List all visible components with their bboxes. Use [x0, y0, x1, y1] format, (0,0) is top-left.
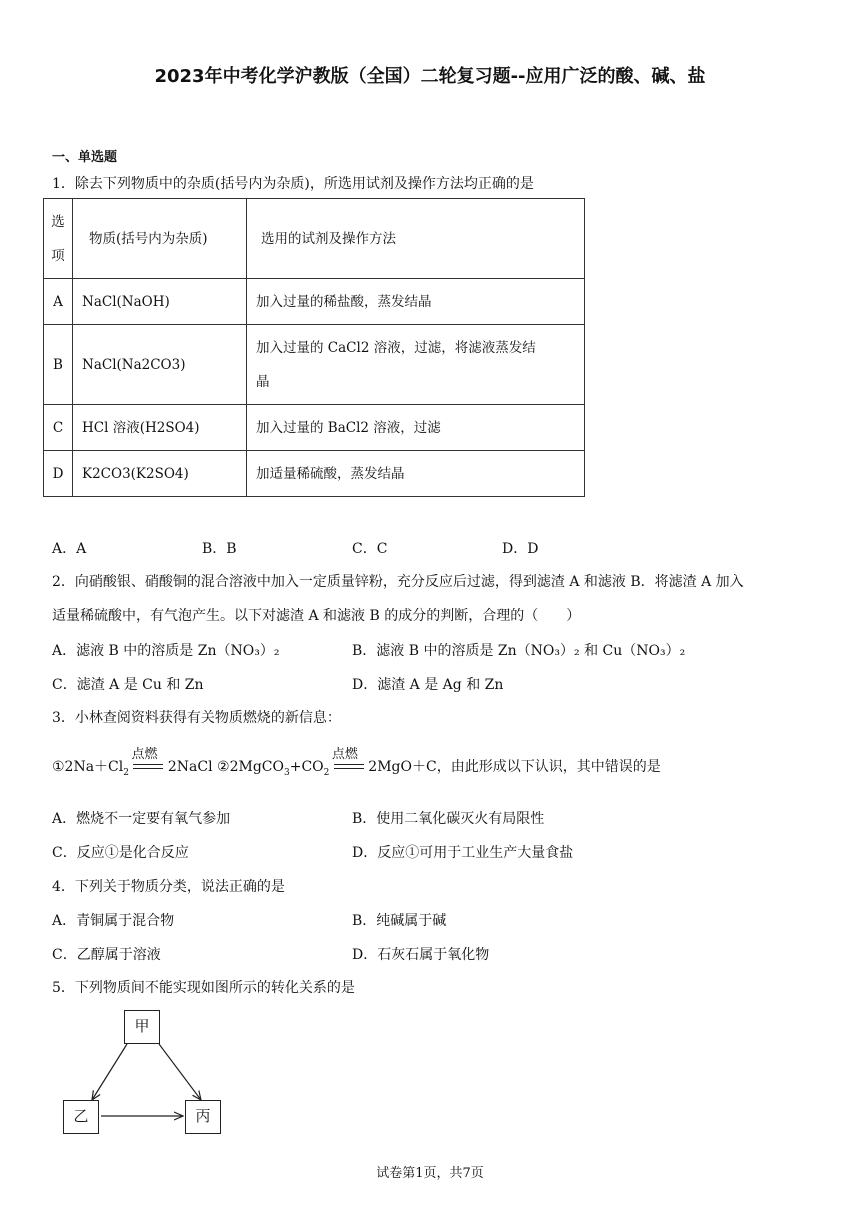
q4-choice-c[interactable]: C．乙醇属于溶液 [52, 947, 161, 963]
substance-cell: K2CO3(K2SO4) [73, 451, 247, 497]
q4-choice-a[interactable]: A．青铜属于混合物 [52, 913, 175, 929]
reaction-condition: 点燃 [331, 747, 358, 762]
reaction1-left: ①2Na＋Cl [52, 759, 124, 775]
substance-cell: NaCl(Na2CO3) [73, 325, 247, 405]
equals-sign [133, 764, 163, 769]
q1-table [43, 198, 585, 497]
q3-choice-c[interactable]: C．反应①是化合反应 [52, 845, 189, 861]
substance-cell: NaCl(NaOH) [73, 279, 247, 325]
q1-choice-d[interactable]: D．D [502, 541, 539, 557]
reaction-condition: 点燃 [131, 747, 158, 762]
q4-choice-d[interactable]: D．石灰石属于氧化物 [352, 947, 490, 963]
q2-choice-c[interactable]: C．滤渣 A 是 Cu 和 Zn [52, 677, 204, 693]
q1-choice-b[interactable]: B．B [202, 541, 237, 557]
q2-choice-b[interactable]: B．滤液 B 中的溶质是 Zn（NO₃）₂ 和 Cu（NO₃）₂ [352, 643, 686, 659]
option-cell: B [44, 325, 73, 405]
q4-stem: 4．下列关于物质分类，说法正确的是 [52, 879, 285, 895]
equals-sign [334, 764, 364, 769]
method-cell [247, 325, 585, 405]
q5-stem: 5．下列物质间不能实现如图所示的转化关系的是 [52, 980, 355, 996]
q3-choice-a[interactable]: A．燃烧不一定要有氧气参加 [52, 811, 231, 827]
q3-reactions [52, 747, 661, 778]
q2-choice-a[interactable]: A．滤液 B 中的溶质是 Zn（NO₃）₂ [52, 643, 280, 659]
q4-choice-b[interactable]: B．纯碱属于碱 [352, 913, 447, 929]
reaction2-right: 2MgO＋C，由此形成以下认识，其中错误的是 [368, 759, 661, 775]
q3-stem: 3．小林查阅资料获得有关物质燃烧的新信息： [52, 710, 341, 726]
q3-choice-b[interactable]: B．使用二氧化碳灭火有局限性 [352, 811, 545, 827]
header-method: 选用的试剂及操作方法 [247, 199, 585, 279]
method-cell: 加入过量的稀盐酸，蒸发结晶 [247, 279, 585, 325]
header-option-char2: 项 [51, 247, 65, 264]
table-row [44, 325, 585, 405]
option-cell: A [44, 279, 73, 325]
reaction2-left-b: +CO [289, 759, 324, 775]
table-row [44, 279, 585, 325]
table-header-row [44, 199, 585, 279]
substance-cell: HCl 溶液(H2SO4) [73, 405, 247, 451]
q3-choice-d[interactable]: D．反应①可用于工业生产大量食盐 [352, 845, 574, 861]
reaction2-left: ②2MgCO [217, 759, 284, 775]
reaction1-right: 2NaCl [167, 759, 213, 775]
q2-choice-d[interactable]: D．滤渣 A 是 Ag 和 Zn [352, 677, 504, 693]
node-bing: 丙 [185, 1100, 221, 1134]
method-text-line2: 晶 [256, 373, 270, 390]
method-cell: 加适量稀硫酸，蒸发结晶 [247, 451, 585, 497]
method-text-line1: 加入过量的 CaCl2 溶液，过滤，将滤液蒸发结 [256, 339, 536, 356]
option-cell: C [44, 405, 73, 451]
reaction-arrow [131, 747, 163, 772]
node-yi: 乙 [63, 1100, 99, 1134]
table-row [44, 405, 585, 451]
section-heading: 一、单选题 [52, 150, 118, 165]
header-option-char1: 选 [51, 213, 65, 230]
header-substance: 物质(括号内为杂质) [73, 199, 247, 279]
q1-choice-c[interactable]: C．C [352, 541, 388, 557]
header-option-cell [44, 199, 73, 279]
arrow-jia-to-bing [159, 1044, 201, 1100]
q1-stem: 1．除去下列物质中的杂质(括号内为杂质)，所选用试剂及操作方法均正确的是 [52, 176, 534, 192]
reaction-arrow [331, 747, 364, 772]
table-row [44, 451, 585, 497]
subscript: 2 [323, 767, 330, 778]
method-cell: 加入过量的 BaCl2 溶液，过滤 [247, 405, 585, 451]
subscript: 2 [123, 767, 129, 778]
node-jia: 甲 [124, 1010, 160, 1044]
subscript: 3 [284, 767, 290, 778]
arrow-jia-to-yi [92, 1044, 127, 1100]
option-cell: D [44, 451, 73, 497]
q2-stem-line2: 适量稀硫酸中，有气泡产生。以下对滤渣 A 和滤液 B 的成分的判断，合理的（ ） [52, 608, 581, 624]
q2-stem-line1: 2．向硝酸银、硝酸铜的混合溶液中加入一定质量锌粉，充分反应后过滤，得到滤渣 A 和滤液 B．将滤渣 A 加入 [52, 574, 744, 590]
page-footer: 试卷第1页，共7页 [376, 1166, 484, 1181]
q1-choice-a[interactable]: A．A [52, 541, 87, 557]
page-title: 2023年中考化学沪教版（全国）二轮复习题--应用广泛的酸、碱、盐 [154, 66, 706, 87]
